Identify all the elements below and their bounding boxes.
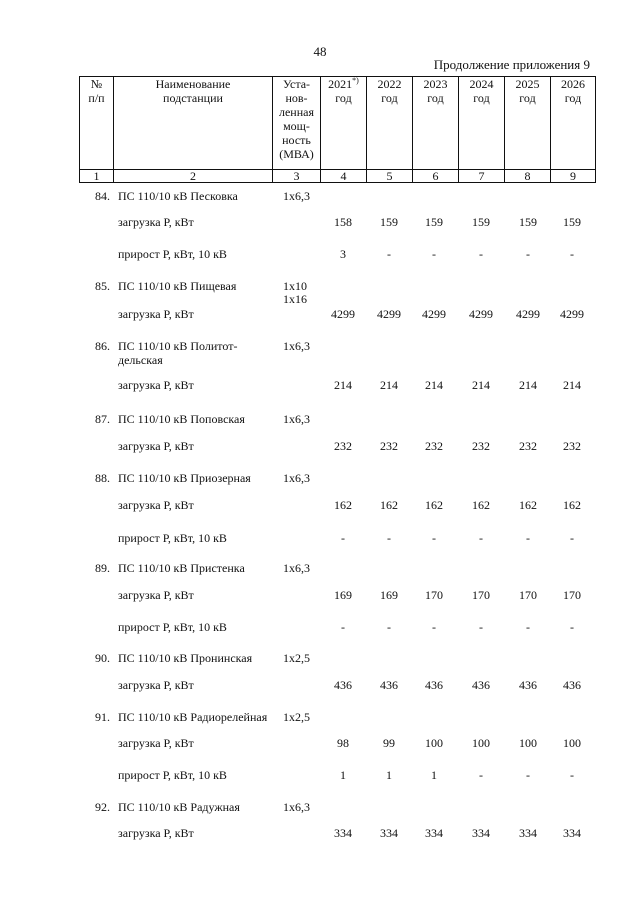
header-row (80, 77, 596, 170)
page-number: 48 (313, 44, 327, 59)
row-value: 3 (340, 247, 346, 261)
row-value: 334 (519, 826, 537, 840)
row-value: 100 (425, 736, 443, 750)
row-value: 159 (472, 215, 490, 229)
table-row (0, 651, 640, 667)
row-value: 436 (425, 678, 443, 692)
header-col-year (321, 77, 367, 170)
row-value: 162 (380, 498, 398, 512)
col-number-cell: 2 (114, 170, 273, 183)
row-value: - (432, 247, 436, 261)
row-name: прирост Р, кВт, 10 кВ (118, 247, 227, 261)
year-label: 2025 (515, 77, 540, 91)
col-number-cell: 6 (413, 170, 459, 183)
row-value: 170 (519, 588, 537, 602)
row-name: загрузка Р, кВт (118, 498, 194, 512)
row-value: 334 (380, 826, 398, 840)
row-capacity: 1х10 (283, 279, 307, 293)
row-capacity: 1х2,5 (283, 651, 310, 665)
row-value: 162 (334, 498, 352, 512)
row-value: - (341, 531, 345, 545)
header-col-name (114, 77, 273, 170)
table-row (0, 378, 640, 394)
row-number: 90. (95, 651, 110, 665)
header-number-line: п/п (88, 91, 105, 105)
row-value: - (432, 620, 436, 634)
header-col-year (459, 77, 505, 170)
row-name: ПС 110/10 кВ Песковка (118, 189, 238, 203)
row-value: 98 (337, 736, 349, 750)
row-value: 162 (425, 498, 443, 512)
row-name: дельская (118, 353, 163, 367)
year-label: 2022 (377, 77, 402, 91)
row-value: - (479, 531, 483, 545)
row-number: 89. (95, 561, 110, 575)
row-capacity: 1х6,3 (283, 800, 310, 814)
row-value: 100 (563, 736, 581, 750)
row-value: 214 (425, 378, 443, 392)
col-number-cell: 9 (551, 170, 596, 183)
row-capacity: 1х6,3 (283, 189, 310, 203)
row-value: 232 (472, 439, 490, 453)
row-number: 87. (95, 412, 110, 426)
row-value: 162 (472, 498, 490, 512)
row-value: - (526, 620, 530, 634)
year-label: 2024 (469, 77, 494, 91)
row-name: загрузка Р, кВт (118, 826, 194, 840)
table-row (0, 247, 640, 263)
row-value: - (570, 620, 574, 634)
header-name-line: Наименование (155, 77, 231, 91)
col-number-cell: 8 (505, 170, 551, 183)
year-label: 2026 (561, 77, 585, 91)
row-value: 170 (563, 588, 581, 602)
row-value: 100 (472, 736, 490, 750)
header-numbers-row (80, 170, 596, 183)
row-value: - (479, 768, 483, 782)
row-value: 436 (563, 678, 581, 692)
row-value: 232 (334, 439, 352, 453)
row-name: загрузка Р, кВт (118, 439, 194, 453)
row-name: ПС 110/10 кВ Радиорелейная (118, 710, 268, 724)
table-row (0, 826, 640, 842)
table-row (0, 736, 640, 752)
row-value: 214 (380, 378, 398, 392)
row-value: - (479, 620, 483, 634)
row-name: загрузка Р, кВт (118, 678, 194, 692)
row-value: 158 (334, 215, 352, 229)
row-value: 4299 (331, 307, 355, 321)
row-capacity: 1х16 (283, 292, 307, 306)
row-value: 159 (380, 215, 398, 229)
table-row (0, 215, 640, 231)
row-value: 334 (472, 826, 490, 840)
table-row (0, 189, 640, 205)
header-capacity-line: Уста- (282, 77, 311, 91)
year-suffix: год (381, 91, 398, 105)
year-suffix: год (427, 91, 444, 105)
header-col-capacity (273, 77, 321, 170)
table-row (0, 307, 640, 323)
row-value: 4299 (516, 307, 540, 321)
footnote-mark: *) (352, 76, 359, 85)
header-col-year (367, 77, 413, 170)
row-value: - (387, 620, 391, 634)
row-capacity: 1х6,3 (283, 561, 310, 575)
row-name: прирост Р, кВт, 10 кВ (118, 768, 227, 782)
row-value: 162 (563, 498, 581, 512)
row-value: 334 (563, 826, 581, 840)
row-name: ПС 110/10 кВ Пронинская (118, 651, 253, 665)
header-capacity-line: (МВА) (279, 147, 314, 161)
row-value: - (341, 620, 345, 634)
header-capacity-line: нов- (285, 91, 308, 105)
row-value: - (570, 247, 574, 261)
table-row (0, 498, 640, 514)
header-col-number (80, 77, 114, 170)
year-suffix: год (564, 91, 582, 105)
row-name: загрузка Р, кВт (118, 307, 194, 321)
table-row (0, 620, 640, 636)
table-row (0, 561, 640, 577)
row-capacity: 1х6,3 (283, 471, 310, 485)
header-capacity-line: ность (282, 133, 311, 147)
row-value: 214 (563, 378, 581, 392)
col-number-cell: 7 (459, 170, 505, 183)
row-value: 436 (519, 678, 537, 692)
row-value: 436 (472, 678, 490, 692)
table-row (0, 471, 640, 487)
table-row (0, 710, 640, 726)
year-label: 2021 (328, 77, 353, 91)
row-name: загрузка Р, кВт (118, 736, 194, 750)
row-value: - (526, 247, 530, 261)
row-value: - (570, 531, 574, 545)
col-number-cell: 3 (273, 170, 321, 183)
row-value: 169 (334, 588, 352, 602)
year-suffix: год (335, 91, 352, 105)
row-value: 159 (519, 215, 537, 229)
header-capacity-line: ленная (278, 105, 314, 119)
table-row (0, 412, 640, 428)
row-value: - (387, 247, 391, 261)
row-capacity: 1х6,3 (283, 412, 310, 426)
row-value: 1 (431, 768, 437, 782)
header-col-year (505, 77, 551, 170)
row-value: 232 (425, 439, 443, 453)
row-value: 4299 (377, 307, 401, 321)
row-name: загрузка Р, кВт (118, 378, 194, 392)
continuation-label: Продолжение приложения 9 (433, 57, 590, 72)
row-number: 86. (95, 339, 110, 353)
row-name: ПС 110/10 кВ Радужная (118, 800, 240, 814)
row-value: 334 (334, 826, 352, 840)
row-number: 88. (95, 471, 110, 485)
row-value: - (387, 531, 391, 545)
row-value: - (479, 247, 483, 261)
header-col-year (413, 77, 459, 170)
row-name: ПС 110/10 кВ Приозерная (118, 471, 251, 485)
row-value: 232 (563, 439, 581, 453)
row-capacity: 1х6,3 (283, 339, 310, 353)
row-value: 159 (563, 215, 581, 229)
row-value: 232 (380, 439, 398, 453)
row-capacity: 1х2,5 (283, 710, 310, 724)
row-value: 169 (380, 588, 398, 602)
row-name: прирост Р, кВт, 10 кВ (118, 531, 227, 545)
table-row (0, 531, 640, 547)
row-number: 85. (95, 279, 110, 293)
row-value: - (526, 531, 530, 545)
row-value: 99 (383, 736, 395, 750)
year-suffix: год (519, 91, 536, 105)
col-number-cell: 4 (321, 170, 367, 183)
row-name: загрузка Р, кВт (118, 215, 194, 229)
row-value: - (526, 768, 530, 782)
header-capacity-line: мощ- (283, 119, 310, 133)
header-number-line: № (90, 77, 103, 91)
row-value: 436 (334, 678, 352, 692)
header-col-year (551, 77, 596, 170)
row-value: 214 (334, 378, 352, 392)
row-value: 162 (519, 498, 537, 512)
col-number-cell: 1 (80, 170, 114, 183)
table-header (79, 76, 596, 183)
year-suffix: год (473, 91, 490, 105)
row-value: 334 (425, 826, 443, 840)
row-number: 92. (95, 800, 110, 814)
row-value: 214 (519, 378, 537, 392)
row-value: 4299 (422, 307, 446, 321)
row-name: ПС 110/10 кВ Поповская (118, 412, 245, 426)
year-label: 2023 (423, 77, 448, 91)
row-name: ПС 110/10 кВ Пищевая (118, 279, 237, 293)
table-row (0, 353, 640, 369)
row-value: 170 (472, 588, 490, 602)
table-row (0, 768, 640, 784)
row-value: 170 (425, 588, 443, 602)
table-row (0, 800, 640, 816)
row-value: - (570, 768, 574, 782)
row-value: 4299 (560, 307, 584, 321)
table-row (0, 292, 640, 308)
row-value: 214 (472, 378, 490, 392)
row-value: 100 (519, 736, 537, 750)
row-value: 159 (425, 215, 443, 229)
row-value: 232 (519, 439, 537, 453)
row-number: 84. (95, 189, 110, 203)
row-value: - (432, 531, 436, 545)
row-name: прирост Р, кВт, 10 кВ (118, 620, 227, 634)
table-row (0, 678, 640, 694)
table-row (0, 439, 640, 455)
row-name: ПС 110/10 кВ Пристенка (118, 561, 245, 575)
row-name: ПС 110/10 кВ Политот- (118, 339, 238, 353)
table-row (0, 588, 640, 604)
row-value: 4299 (469, 307, 493, 321)
col-number-cell: 5 (367, 170, 413, 183)
header-name-line: подстанции (163, 91, 223, 105)
row-number: 91. (95, 710, 110, 724)
row-value: 436 (380, 678, 398, 692)
row-value: 1 (340, 768, 346, 782)
row-value: 1 (386, 768, 392, 782)
row-name: загрузка Р, кВт (118, 588, 194, 602)
